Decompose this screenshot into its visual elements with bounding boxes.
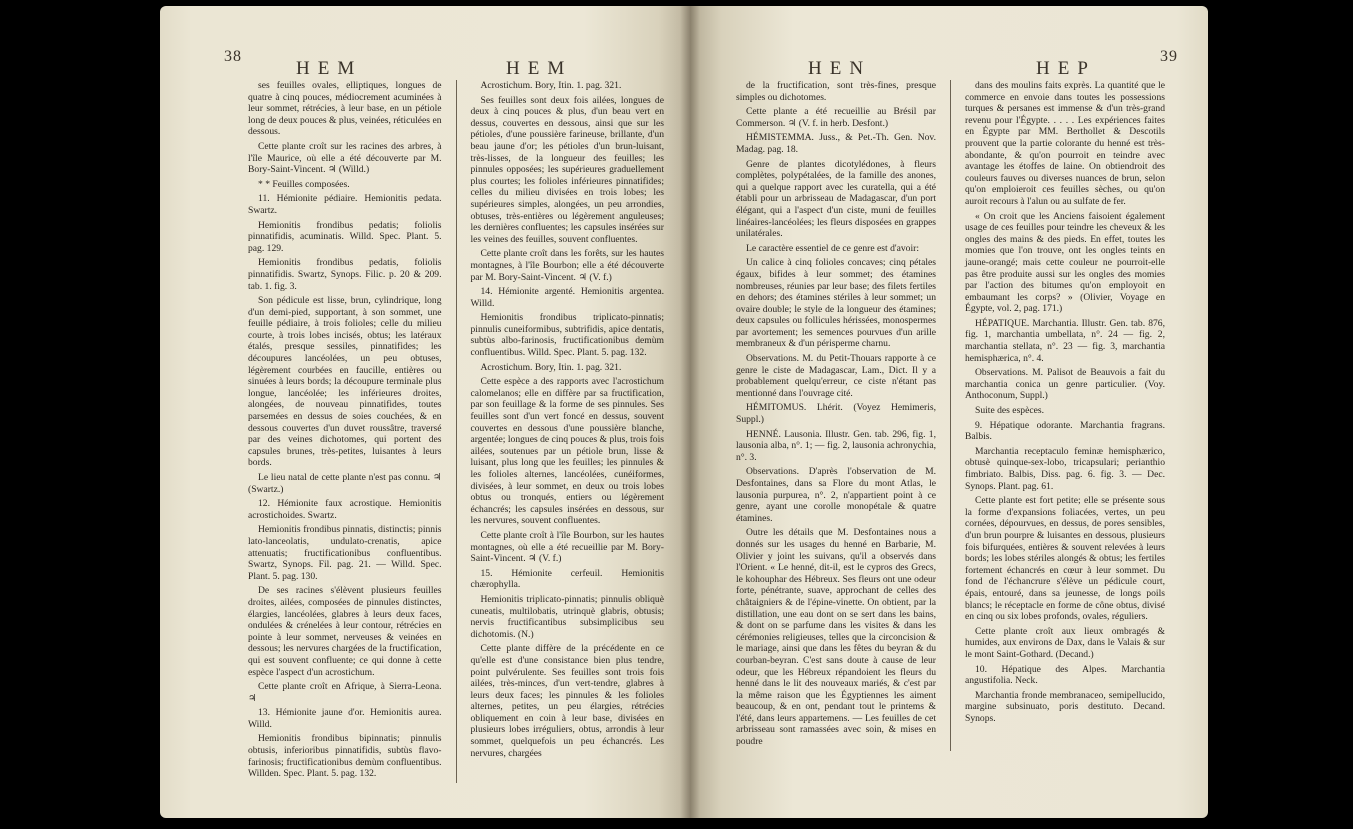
right-header-right: HEP <box>1036 58 1096 79</box>
right-column-2 <box>965 80 1165 751</box>
left-column-2 <box>470 80 664 783</box>
text-paragraph: Acrostichum. Bory, Itin. 1. pag. 321. <box>480 361 622 373</box>
text-paragraph: ses feuilles ovales, elliptiques, longues de quatre à cinq pouces, médiocrement acuminées à leur sommet, rétrécies, à leur base, en un pétiole long de deux pouces & plus, veinées, réticulées en dessous. <box>248 80 442 138</box>
right-column-1 <box>736 80 936 751</box>
text-paragraph: Ses feuilles sont deux fois ailées, longues de deux à cinq pouces & plus, d'un beau vert en dessus, couvertes en dessous, ainsi que sur les pétioles, d'une poussière farineuse, brillante, d'un beau jaune d'or; les pétioles d'un brun-luisant, très-lisses, de la longueur des feuilles; les pinnules opposées; les supérieures graduellement plus courtes; les folioles inférieures pinnatifides; celles du milieu divisées en trois lobes; les supérieures simples, alongées, un peu arrondies, obtuses, très-entières ou légèrement anguleuses; les dernières confluentes; les capsules insérées sur les veines des feuilles, souvent confluentes. <box>470 94 664 245</box>
text-paragraph: Le lieu natal de cette plante n'est pas connu. ♃ (Swartz.) <box>248 472 442 495</box>
text-paragraph: Cette plante croît dans les forêts, sur les hautes montagnes, à l'île Bourbon; elle a été découverte par M. Bory-Saint-Vincent. ♃ (V. f.) <box>470 248 664 283</box>
text-paragraph: 10. Hépatique des Alpes. Marchantia angustifolia. Neck. <box>965 663 1165 687</box>
text-paragraph: Hemionitis triplicato-pinnatis; pinnulis obliquè cuneatis, multilobatis, utrinquè glabris, obtusis; nervis fructificantibus subsimplicibus seu dichotomis. (N.) <box>470 593 664 640</box>
text-paragraph: 14. Hémionite argenté. Hemionitis argentea. Willd. <box>470 286 664 309</box>
column-rule <box>456 80 457 783</box>
book-gutter <box>680 6 700 818</box>
text-paragraph: Acrostichum. Bory, Itin. 1. pag. 321. <box>480 80 622 91</box>
left-column-1 <box>248 80 442 783</box>
right-page-number: 39 <box>1160 48 1178 65</box>
text-paragraph: Son pédicule est lisse, brun, cylindrique, long d'un demi-pied, supportant, à son sommet, une feuille pédiaire, à trois folioles; celle du milieu courte, à trois lobes incisés, obtus; les latéraux étalés, presque sessiles, pinnatifides; les découpures lancéolées, un peu obtuses, légèrement courbées en faucille, entières ou sinuées à leurs bords; la découpure terminale plus longue, lancéolée; les inférieures droites, alongées, de nouveau pinnatifides, toutes parsemées en dessus de soies couchées, & en dessous couvertes d'un duvet roussâtre, traversé par des veines dichotomes, qui portent des capsules brunes, très-petites, luisantes à leurs bords. <box>248 295 442 469</box>
text-paragraph: Hemionitis frondibus bipinnatis; pinnulis obtusis, inferioribus pinnatifidis, subtùs flavo-farinosis; fructificationibus demùm confluentibus. Willden. Spec. Plant. 5. pag. 132. <box>248 733 442 780</box>
text-paragraph: HENNÉ. Lausonia. Illustr. Gen. tab. 296, fig. 1, lausonia alba, n°. 1; — fig. 2, lausonia achronychia, n°. 3. <box>736 428 936 463</box>
right-header-left: HEN <box>808 58 872 79</box>
text-paragraph: HÉMITOMUS. Lhérit. (Voyez Hemimeris, Suppl.) <box>736 402 936 426</box>
text-paragraph: Cette plante croît sur les racines des arbres, à l'île Maurice, où elle a été découverte par M. Bory-Saint-Vincent. ♃ (Willd.) <box>248 140 442 176</box>
text-paragraph: dans des moulins faits exprès. La quantité que le commerce en envoie dans toutes les possessions turques & persanes est immense & d'un très-grand revenu pour l'Égypte. . . . . Les expériences faites en Égypte par MM. Berthollet & Descotils prouvent que la partie colorante du henné est très-abondante, & qu'on pourroit en teindre avec avantage les étoffes de laine. On obtiendroit des couleurs fauves ou diverses nuances de brun, selon qu'on emploieroit ces feuilles sèches, ou qu'on auroit recours à l'alun ou au sulfate de fer. <box>965 80 1165 207</box>
left-header-left: HEM <box>296 58 363 79</box>
left-page-number: 38 <box>224 48 242 65</box>
text-paragraph: 13. Hémionite jaune d'or. Hemionitis aurea. Willd. <box>248 707 442 730</box>
text-paragraph: Observations. D'après l'observation de M. Desfontaines, dans sa Flore du mont Atlas, le lausonia purpurea, n°. 2, n'appartient point à ce genre, ayant une corolle monopétale & quatre étamines. <box>736 466 936 524</box>
text-paragraph: 12. Hémionite faux acrostique. Hemionitis acrostichoides. Swartz. <box>248 498 442 521</box>
text-paragraph: Hemionitis frondibus triplicato-pinnatis; pinnulis cuneiformibus, subtrifidis, apice dentatis, subtùs albo-farinosis, fructificationibus demùm confluentibus. Willd. Spec. Plant. 5. pag. 132. <box>470 312 664 359</box>
left-running-header <box>224 48 664 80</box>
text-paragraph: Hemionitis frondibus pedatis; foliolis pinnatifidis, acuminatis. Willd. Spec. Plant. 5. pag. 129. <box>248 219 442 254</box>
text-paragraph: Hemionitis frondibus pedatis, foliolis pinnatifidis. Swartz, Synops. Filic. p. 20 & 209. tab. 1. fig. 3. <box>248 257 442 292</box>
text-paragraph: Le caractère essentiel de ce genre est d'avoir: <box>746 242 919 254</box>
text-paragraph: Cette plante diffère de la précédente en ce qu'elle est d'une consistance bien plus tendre, point pulvérulente. Ses feuilles sont trois fois ailées, très-minces, d'un vert-tendre, glabres à leurs deux faces; les pinnules & les folioles alternes, petites, un peu élargies, rétrécies obliquement en coin à leur base, divisées en plusieurs lobes irréguliers, obtus, arrondis à leur sommet, quelquefois un peu échancrés. Les nervures, chargées <box>470 643 664 759</box>
text-paragraph: Outre les détails que M. Desfontaines nous a donnés sur les usages du henné en Barbarie, M. Olivier y joint les suivans, qu'il a observés dans l'Orient. « Le henné, dit-il, est le cypros des Grecs, le kohouphar des Hébreux. Ses fleurs ont une odeur forte, pénétrante, suave, approchant de celles des châtaigniers & de l'épine-vinette. On obtient, par la distillation, une eau dont on se sert dans les bains, & dont on se parfume dans les visites & dans les cérémonies religieuses, telles que la circoncision & le mariage, ainsi que dans les fêtes du beyran & du courban-beyran. C'est sans doute à cause de leur odeur, que les Hébreux répandoient les fleurs du henné dans le lit des nouveaux mariés, & c'est par la même raison que les Égyptiennes les aiment beaucoup, & en ont, pendant tout le printems & l'été, dans leurs appartemens. — Les feuilles de cet arbrisseau sont ramassées avec soin, & mises en poudre <box>736 527 936 748</box>
text-paragraph: 11. Hémionite pédiaire. Hemionitis pedata. Swartz. <box>248 193 442 216</box>
text-paragraph: « On croit que les Anciens faisoient également usage de ces feuilles pour teindre les cheveux & les ongles des mains & des pieds. En effet, toutes les momies que l'on trouve, ont les ongles teints en jaune-orangé; mais cette couleur ne pourroit-elle pas être produite aussi sur les ongles des momies par l'action des bitumes qu'on employoit en embaumant les corps? » (Olivier, Voyage en Égypte, vol. 2, pag. 171.) <box>965 210 1165 315</box>
text-paragraph: Cette plante croît à l'île Bourbon, sur les hautes montagnes, où elle a été recueillie par M. Bory-Saint-Vincent. ♃ (V. f.) <box>470 529 664 565</box>
text-paragraph: Suite des espèces. <box>975 405 1045 417</box>
text-paragraph: Observations. M. du Petit-Thouars rapporte à ce genre le ciste de Madagascar, Lam., Dict. Il y a probablement quelqu'erreur, ce ciste n'étant pas mentionné dans l'ouvrage cité. <box>736 353 936 399</box>
left-page <box>160 6 690 818</box>
text-paragraph: Cette plante croît aux lieux ombragés & humides, aux environs de Dax, dans le Valais & sur le mont Saint-Gothard. (Decand.) <box>965 625 1165 660</box>
text-paragraph: HÉMISTEMMA. Juss., & Pet.-Th. Gen. Nov. Madag. pag. 18. <box>736 132 936 155</box>
right-running-header <box>736 50 1188 80</box>
left-header-right: HEM <box>506 58 573 79</box>
text-paragraph: Hemionitis frondibus pinnatis, distinctis; pinnis lato-lanceolatis, undulato-crenatis, apice attenuatis; fructificationibus confluentibus. Swartz, Synops. Fil. pag. 21. — Willd. Spec. Plant. 5. pag. 130. <box>248 524 442 582</box>
text-paragraph: Marchantia fronde membranaceo, semipellucido, margine subsinuato, poris destituto. Decand. Synops. <box>965 689 1165 724</box>
text-paragraph: de la fructification, sont très-fines, presque simples ou dichotomes. <box>736 80 936 103</box>
text-paragraph: Genre de plantes dicotylédones, à fleurs complètes, polypétalées, de la famille des anones, qui a quelque rapport avec les curatella, qui a été établi pour un arbrisseau de Madagascar, d'un port élégant, qui a l'aspect d'un ciste, muni de feuilles linéaires-lancéolées; les fleurs disposées en grappes unilatérales. <box>736 158 936 240</box>
text-paragraph: Cette espèce a des rapports avec l'acrostichum calomelanos; elle en diffère par sa fructification, par son feuillage & la forme de ses pinnules. Ses feuilles sont d'un vert foncé en dessus, souvent couvertes en dessous d'une poussière blanche, argentée; longues de cinq pouces & plus, trois fois ailées, soutenues par un pétiole brun, lisse & luisant, plus long que les feuilles; les pinnules & les folioles alternes, lancéolées, cunéiformes, divisées, à leur sommet, en deux ou trois lobes obtus ou tronqués, entiers ou légèrement échancrés; les capsules insérées en dessous, sur les nervures, souvent confluentes. <box>470 376 665 527</box>
open-book <box>160 6 1208 818</box>
text-paragraph: 9. Hépatique odorante. Marchantia fragrans. Balbis. <box>965 419 1165 443</box>
text-paragraph: HÉPATIQUE. Marchantia. Illustr. Gen. tab. 876, fig. 1, marchantia umbellata, n°. 24 — fig. 2, marchantia stellata, n°. 23 — fig. 3, marchantia hemisphærica, n°. 4. <box>965 317 1165 364</box>
text-paragraph: Cette plante croît en Afrique, à Sierra-Leona. ♃ <box>248 681 442 704</box>
text-paragraph: Cette plante a été recueillie au Brésil par Commerson. ♃ (V. f. in herb. Desfont.) <box>736 106 936 129</box>
text-paragraph: * * Feuilles composées. <box>258 178 350 190</box>
text-paragraph: Marchantia receptaculo feminæ hemisphærico, obtusè quinque-sex-lobo, tricapsulari; perianthio fimbriato. Balbis, Diss. pag. 6. fig. 3. — Dec. Synops. Plant. pag. 61. <box>965 445 1165 492</box>
text-paragraph: De ses racines s'élèvent plusieurs feuilles droites, ailées, composées de pinnules distinctes, élargies, lancéolées, glabres à leurs deux faces, ondulées & crénelées à leur contour, rétrécies en pointe à leur sommet, nerveuses & veinées en dessous; les nervures chargées de la fructification, qui est souvent confluente; ce qui donne à cette espèce l'aspect d'un acrostichum. <box>248 585 442 678</box>
right-page <box>690 6 1208 818</box>
text-paragraph: Cette plante est fort petite; elle se présente sous la forme d'expansions foliacées, vertes, un peu cornées, dépourvues, en dessus, de pores sensibles, d'un brun pourpre & luisantes en dessous, plusieurs fois bifurquées, entières & souvent relevées à leurs bords; les lobes stériles alongés & obtus; les fertiles fortement échancrés en cœur à leur sommet. Du fond de l'échancrure s'élève un pédicule court, épais, entouré, dans sa jeunesse, de longs poils blancs; le réceptacle en forme de cône obtus, divisé en cinq ou six lobes profonds, ovales, réguliers. <box>965 495 1165 623</box>
column-rule <box>950 80 951 751</box>
text-paragraph: 15. Hémionite cerfeuil. Hemionitis chærophylla. <box>470 567 664 591</box>
text-paragraph: Un calice à cinq folioles concaves; cinq pétales égaux, bifides à leur sommet; des étamines nombreuses, réunies par leur base; des filets fertiles en dehors; des étamines stériles à leur sommet; un ovaire double; le style de la longueur des étamines; deux capsules ou follicules hérissées, monospermes par avortement; les semences pourvues d'un arille membraneux & d'un périsperme charnu. <box>736 257 936 350</box>
text-paragraph: Observations. M. Palisot de Beauvois a fait du marchantia conica un genre particulier. (Voy. Anthoconum, Suppl.) <box>965 367 1165 402</box>
